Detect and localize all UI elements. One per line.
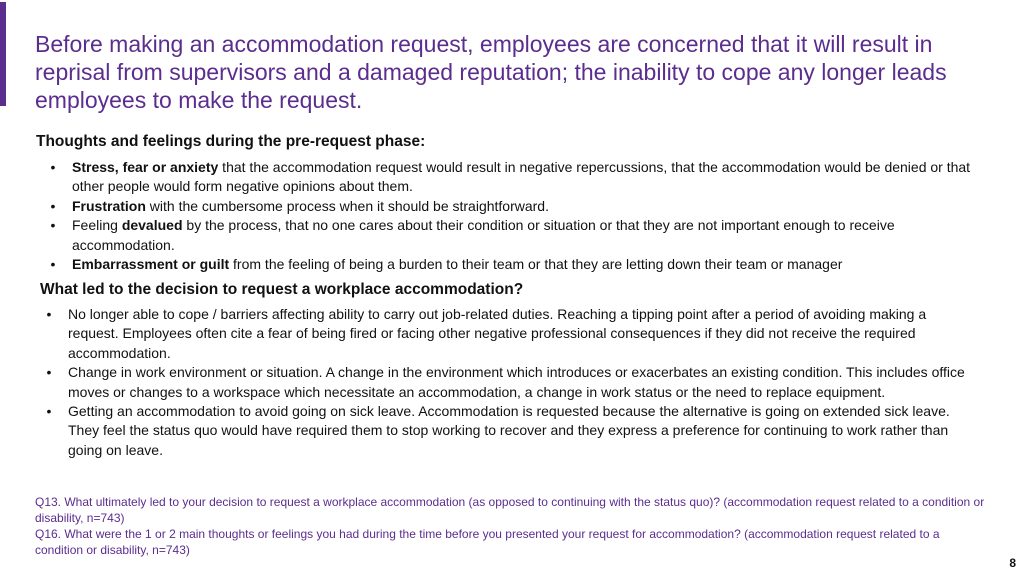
page-number: 8 — [1009, 556, 1016, 570]
item-text: by the process, that no one cares about their condition or situation or that they are not important enough to receive accommodation. — [72, 217, 895, 253]
item-prefix: Feeling — [72, 217, 122, 234]
survey-notes — [35, 494, 985, 558]
list-item — [46, 158, 976, 197]
bullet-icon: • — [46, 306, 52, 322]
decision-heading: What led to the decision to request a workplace accommodation? — [40, 281, 524, 298]
item-text: that the accommodation request would result in negative repercussions, that the accommodation would be denied or that other people would form negative opinions about them. — [72, 159, 971, 195]
item-text: No longer able to cope / barriers affecting ability to carry out job-related duties. Reaching a tipping point after a period of avoiding making a request. Employees often cite a fear of being fired or facing other negative professional consequences if they did not receive the required accommodation. — [68, 306, 927, 361]
thoughts-heading: Thoughts and feelings during the pre-request phase: — [36, 133, 426, 150]
item-emphasis: Frustration — [72, 197, 146, 214]
list-item — [42, 402, 977, 460]
list-item — [46, 255, 976, 274]
list-item — [42, 363, 977, 402]
item-emphasis: Stress, fear or anxiety — [72, 159, 219, 175]
list-item — [46, 197, 976, 216]
item-emphasis: Embarrassment or guilt — [72, 256, 230, 273]
bullet-icon: • — [50, 217, 56, 234]
bullet-icon: • — [50, 159, 56, 175]
item-text: with the cumbersome process when it should be straightforward. — [145, 197, 549, 214]
bullet-icon: • — [50, 256, 56, 273]
list-item — [46, 216, 976, 255]
bullet-icon: • — [50, 197, 56, 214]
decision-list — [42, 305, 977, 460]
item-emphasis: devalued — [121, 217, 183, 234]
item-text: Change in work environment or situation. A change in the environment which introduces or exacerbates an existing condition. This includes office moves or changes to a workspace which necessitate an accommodation, a change in work status or the need to replace equipment. — [68, 364, 965, 400]
item-text: from the feeling of being a burden to their team or that they are letting down their team or manager — [229, 256, 843, 273]
thoughts-list — [46, 158, 976, 274]
slide-title: Before making an accommodation request, employees are concerned that it will result in reprisal from supervisors and a damaged reputation; the inability to cope any longer leads employees to make the request. — [35, 31, 947, 113]
bullet-icon: • — [46, 403, 52, 420]
list-item — [42, 305, 977, 363]
item-text: Getting an accommodation to avoid going on sick leave. Accommodation is requested because the alternative is going on extended sick leave. They feel the status quo would have required them to stop working to recover and they express a preference for continuing to work rather than going on leave. — [68, 403, 950, 458]
bullet-icon: • — [46, 364, 52, 381]
accent-bar — [0, 2, 6, 106]
survey-note: Q13. What ultimately led to your decision to request a workplace accommodation (as opposed to continuing with the status quo)? (accommodation request related to a condition or disability, n=743) — [35, 495, 985, 525]
survey-note: Q16. What were the 1 or 2 main thoughts or feelings you had during the time before you presented your request for accommodation? (accommodation request related to a condition or disability, n=743) — [35, 527, 940, 557]
